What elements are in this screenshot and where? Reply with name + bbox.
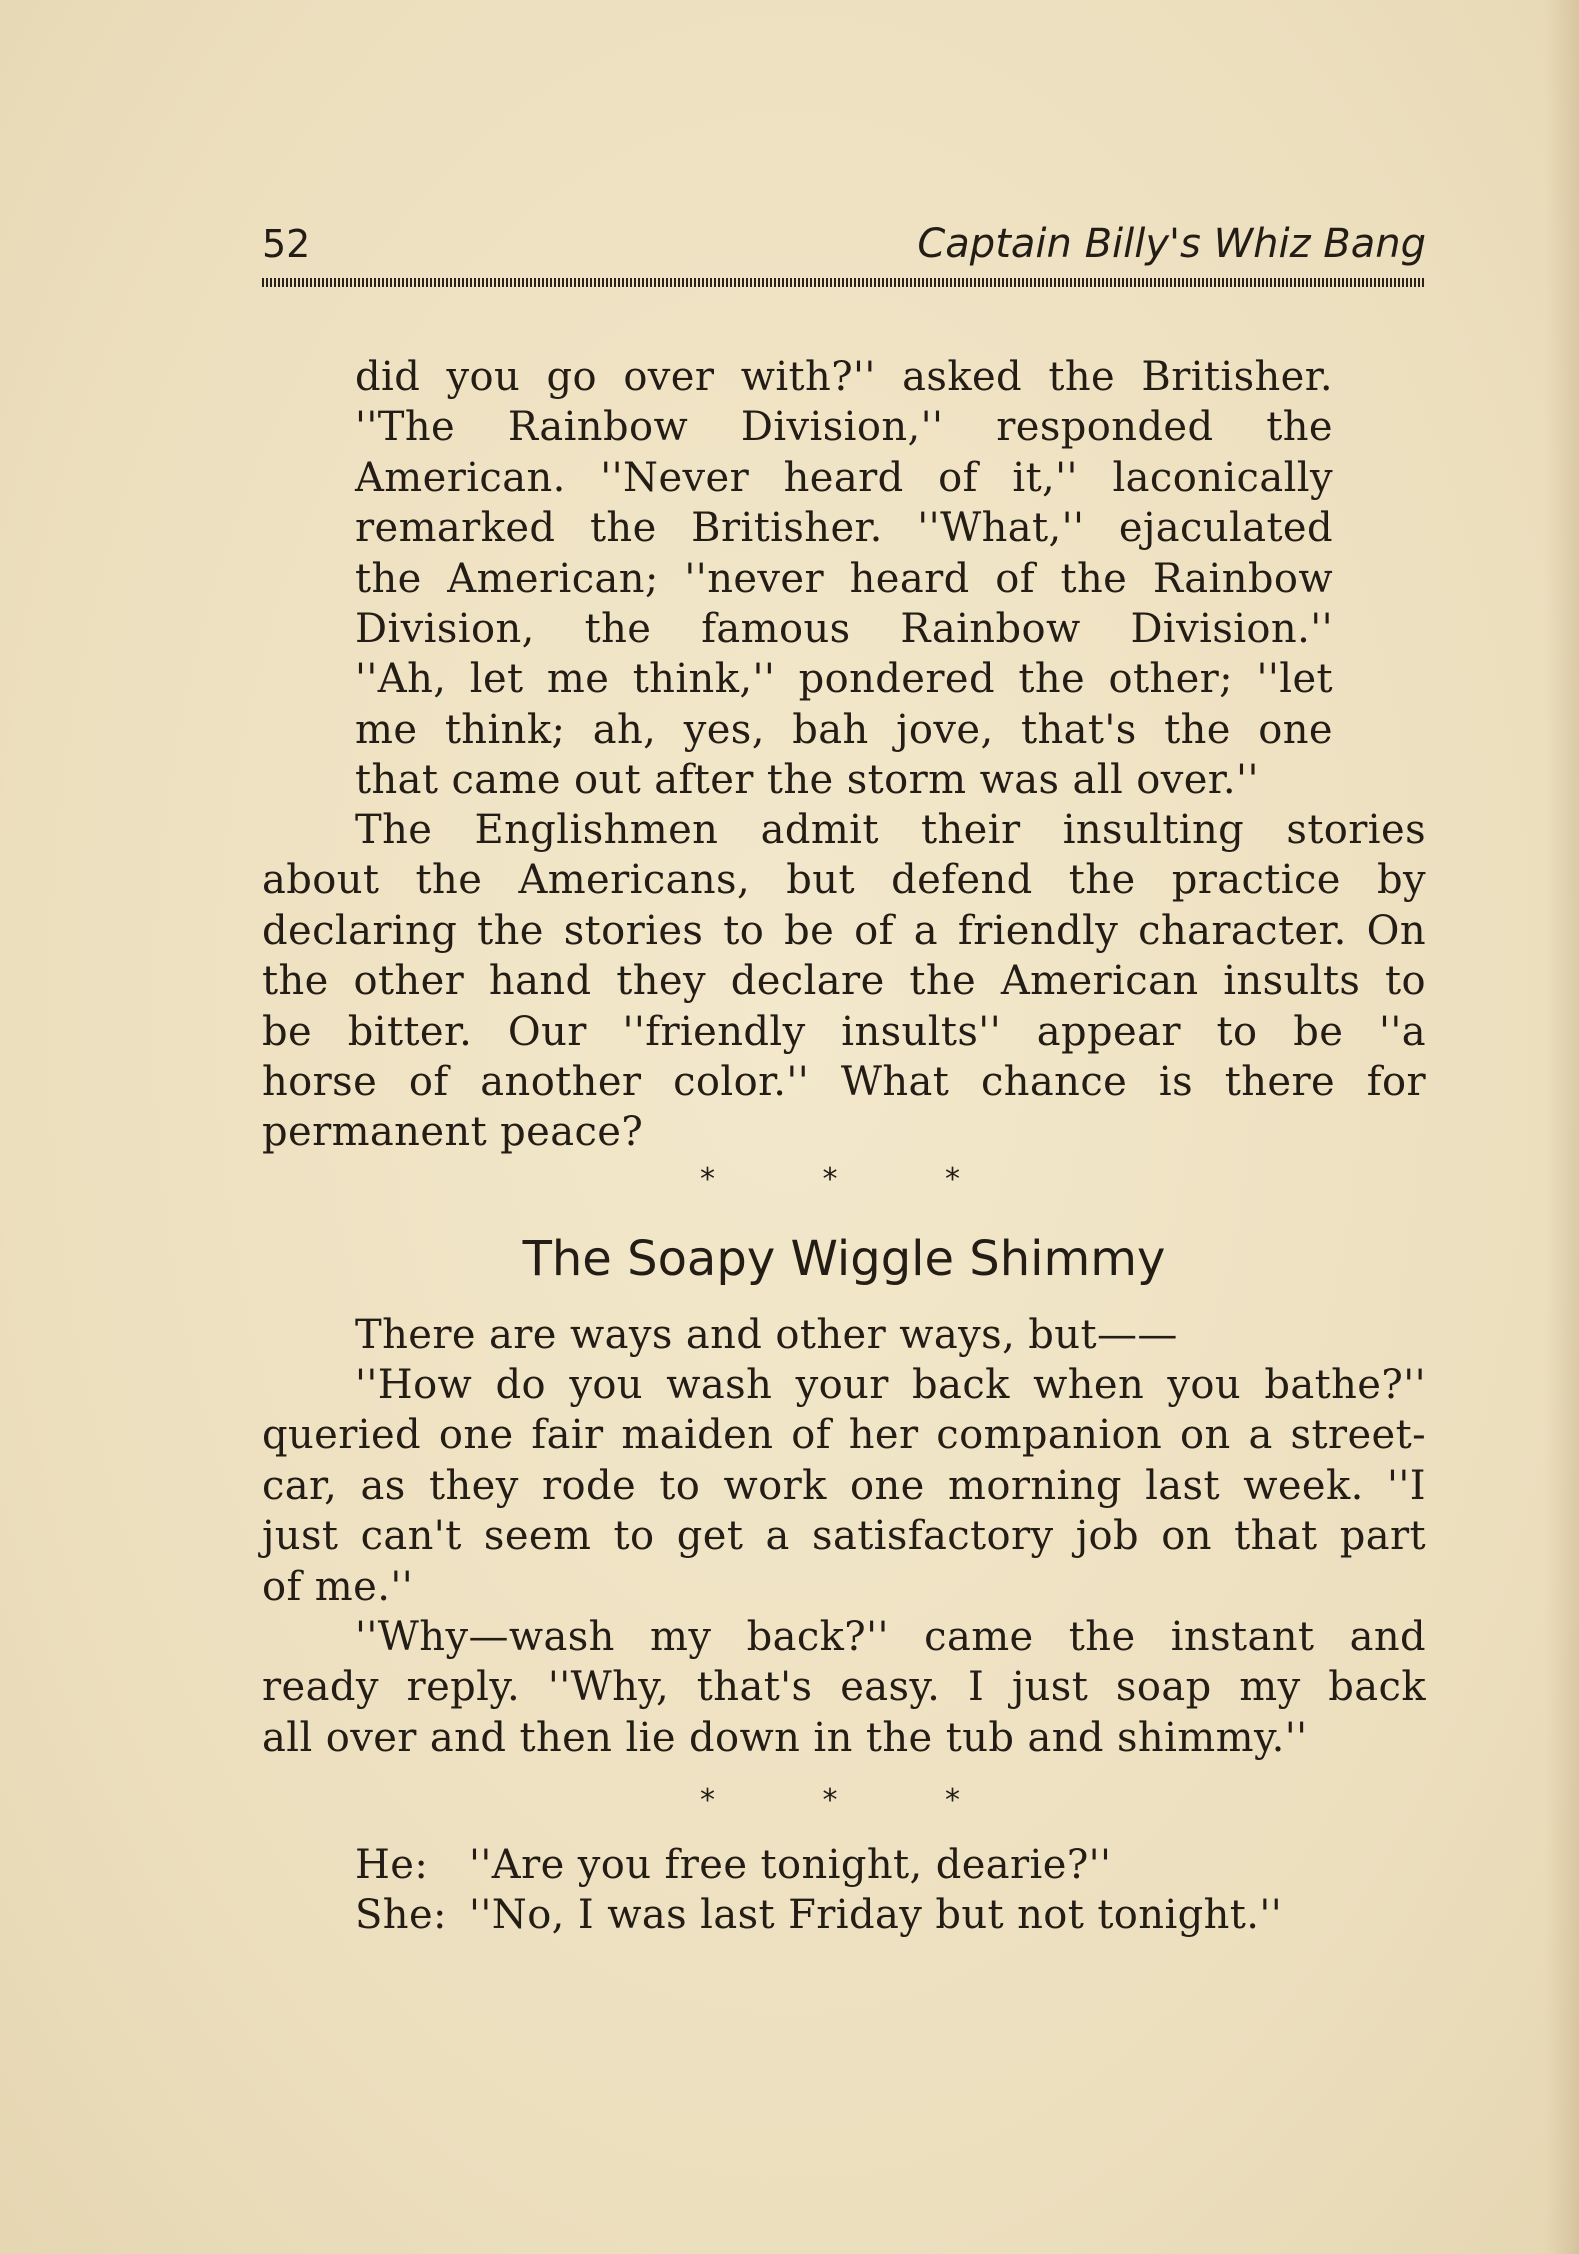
text-line: declaring the stories to be of a friendly character. On — [262, 907, 1426, 954]
continuation-paragraph — [355, 352, 1333, 806]
asterisk-ornament: * — [700, 1162, 715, 1197]
text-line: Division, the famous Rainbow Division.'' — [355, 605, 1333, 652]
text-line: The Englishmen admit their insulting stories — [355, 807, 1426, 853]
speaker-label: He: — [355, 1842, 429, 1888]
section-title: The Soapy Wiggle Shimmy — [522, 1231, 1166, 1287]
intro-line — [355, 1310, 1426, 1360]
asterisk-ornament: * — [822, 1783, 838, 1818]
text-line: ''Why—wash my back?'' came the instant and — [355, 1614, 1426, 1660]
text-line: horse of another color.'' What chance is there for — [262, 1058, 1426, 1105]
text-line: did you go over with?'' asked the Britisher. — [355, 354, 1333, 400]
text-line: that came out after the storm was all over.'' — [355, 757, 1259, 804]
text-line: There are ways and other ways, but—— — [355, 1312, 1178, 1358]
text-line: the other hand they declare the American insults to — [262, 958, 1426, 1005]
page-edge-shadow — [1545, 0, 1579, 2254]
dialogue-text: ''Are you free tonight, dearie?'' — [469, 1842, 1112, 1888]
text-line: permanent peace? — [262, 1109, 644, 1156]
dialogue-line — [355, 1840, 1426, 1890]
englishmen-paragraph — [262, 805, 1426, 1158]
text-line: American. ''Never heard of it,'' laconically — [355, 454, 1333, 501]
text-line: me think; ah, yes, bah jove, that's the one — [355, 706, 1333, 753]
text-line: queried one fair maiden of her companion on a street- — [262, 1412, 1426, 1459]
asterisk-ornament: * — [822, 1162, 838, 1197]
text-line: of me.'' — [262, 1563, 414, 1610]
asterisk-ornament: * — [945, 1162, 960, 1197]
asterisk-ornament: * — [700, 1783, 715, 1818]
header-rule — [262, 278, 1426, 287]
page-number: 52 — [262, 222, 311, 266]
text-line: all over and then lie down in the tub and shimmy.'' — [262, 1714, 1308, 1761]
text-line: ready reply. ''Why, that's easy. I just soap my back — [262, 1664, 1426, 1711]
reply-paragraph — [262, 1612, 1426, 1763]
dialogue-line — [355, 1890, 1426, 1940]
running-title: Captain Billy's Whiz Bang — [917, 221, 1426, 267]
text-line: about the Americans, but defend the practice by — [262, 857, 1426, 904]
running-header — [262, 222, 1426, 266]
text-line: the American; ''never heard of the Rainbow — [355, 555, 1333, 602]
text-line: ''The Rainbow Division,'' responded the — [355, 404, 1333, 451]
asterisk-ornament: * — [945, 1783, 960, 1818]
question-paragraph — [262, 1360, 1426, 1612]
text-line: ''Ah, let me think,'' pondered the other; ''let — [355, 656, 1333, 703]
speaker-label: She: — [355, 1892, 447, 1939]
text-line: remarked the Britisher. ''What,'' ejaculated — [355, 505, 1333, 552]
dialogue-text: ''No, I was last Friday but not tonight.'' — [469, 1892, 1283, 1939]
text-line: ''How do you wash your back when you bathe?'' — [355, 1362, 1426, 1408]
text-line: be bitter. Our ''friendly insults'' appear to be ''a — [262, 1008, 1426, 1055]
section-separator — [700, 1783, 960, 1823]
text-line: just can't seem to get a satisfactory job on that part — [262, 1513, 1426, 1560]
dialogue — [355, 1840, 1426, 1941]
section-separator — [700, 1162, 960, 1202]
text-line: car, as they rode to work one morning last week. ''I — [262, 1462, 1426, 1509]
